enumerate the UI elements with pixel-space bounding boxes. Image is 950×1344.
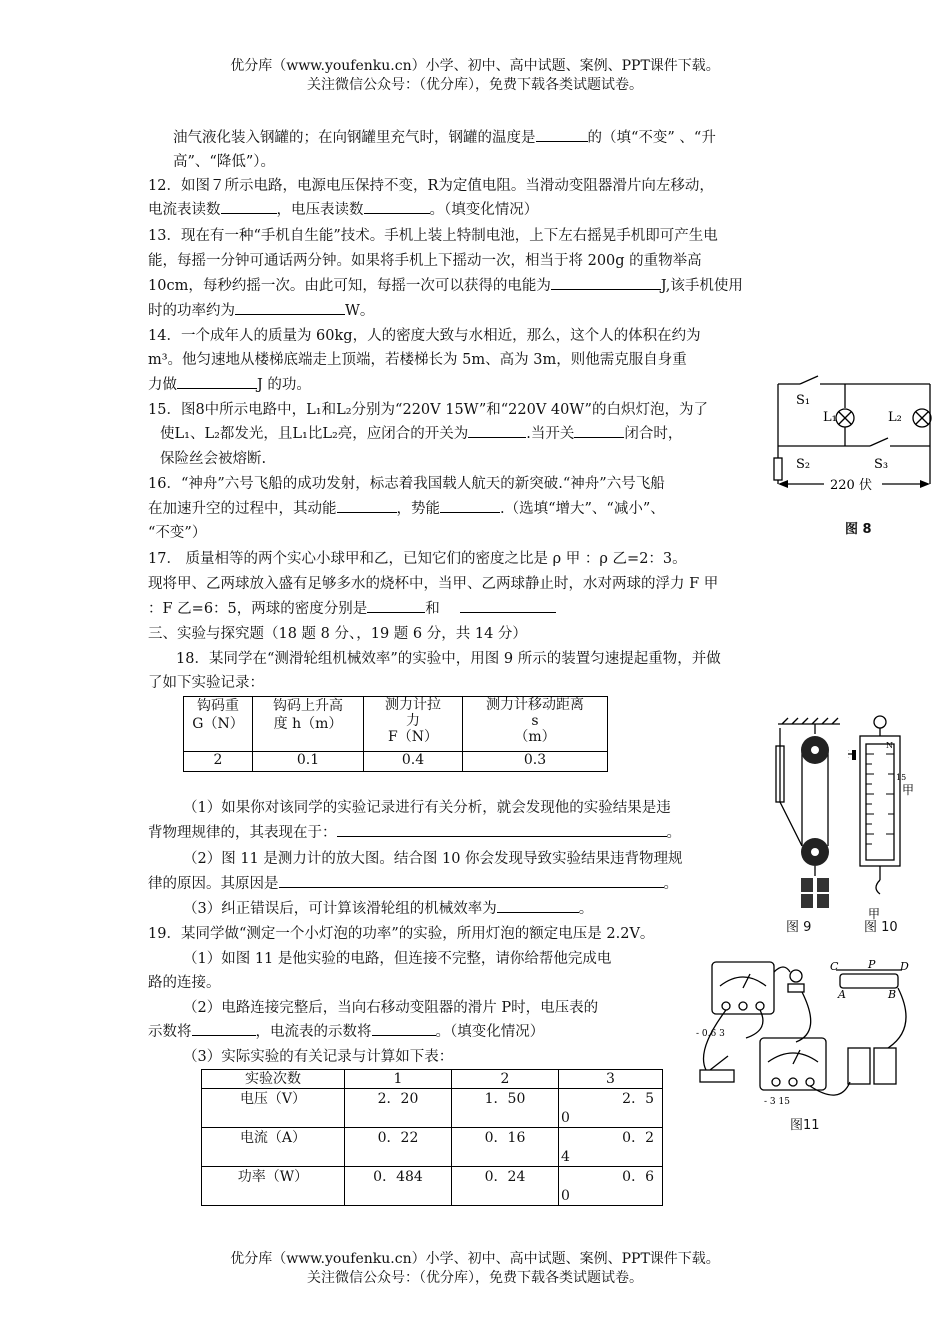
q18-part3: （3）纠正错误后，可计算该滑轮组的机械效率为 。 xyxy=(183,898,593,920)
fig10-15-label: 15 xyxy=(896,773,907,782)
q19-th-trial: 实验次数 xyxy=(202,1070,345,1089)
figure-8-circuit xyxy=(770,372,938,502)
q18-part1-line1: （1）如果你对该同学的实验记录进行有关分析，就会发现他的实验结果是违 xyxy=(183,800,671,816)
fig8-s3: S₃ xyxy=(874,457,889,472)
page-footer-line2: 关注微信公众号：（优分库），免费下载各类试题试卷。 xyxy=(307,1270,643,1286)
q11-line1: 油气液化装入钢罐的；在向钢罐里充气时，钢罐的温度是 的（填“不变” 、“升 xyxy=(173,127,716,149)
q19-cell: 0．484 xyxy=(345,1167,452,1206)
q19-part2-line1: （2）电路连接完整后，当向右移动变阻器的滑片 P时，电压表的 xyxy=(183,1000,599,1016)
fig10-jia-label: 甲 xyxy=(902,783,915,797)
q19-cell: 2．20 xyxy=(345,1089,452,1128)
page-footer-line1: 优分库（www.youfenku.cn）小学、初中、高中试题、案例、PPT课件下载。 xyxy=(230,1251,720,1267)
q13-line1: 13．现在有一种“手机自生能”技术。手机上装上特制电池，上下左右摇晃手机即可产生电 xyxy=(148,228,718,244)
fig11-c: C xyxy=(830,960,839,973)
q19-th-3: 3 xyxy=(559,1070,663,1089)
fig11-b: B xyxy=(888,988,897,1001)
q19-cell: 2．5 0 xyxy=(559,1089,663,1128)
q16-line1: 16．“神舟”六号飞船的成功发射，标志着我国载人航天的新突破.“神舟”六号飞船 xyxy=(148,476,665,492)
q19-cell: 0．6 0 xyxy=(559,1167,663,1206)
fig8-s1: S₁ xyxy=(796,393,811,408)
q18-part2-line1: （2）图 11 是测力计的放大图。结合图 10 你会发现导致实验结果违背物理规 xyxy=(183,851,683,867)
fig11-caption: 图11 xyxy=(790,1118,820,1133)
q18-td-distance: 0.3 xyxy=(463,752,608,772)
q14-line2: m³。他匀速地从楼梯底端走上顶端，若楼梯长为 5m、高为 3m，则他需克服自身重 xyxy=(148,352,687,368)
q19-row-power xyxy=(202,1167,663,1206)
q19-part2-line2: 示数将 ，电流表的示数将 。（填变化情况） xyxy=(148,1021,544,1043)
q18-th-distance: 测力计移动距离 s （m） xyxy=(463,697,608,752)
q19-cell: 0．24 xyxy=(452,1167,559,1206)
q19-cell: 1．50 xyxy=(452,1089,559,1128)
fig8-l2: L₂ xyxy=(888,410,902,425)
fig10-jia2-label: 甲 xyxy=(868,907,881,921)
fig11-a: A xyxy=(838,988,846,1001)
q13-line4: 时的功率约为 W。 xyxy=(148,300,374,322)
q18-table xyxy=(183,696,608,772)
q13-line3: 10cm，每秒约摇一次。由此可知，每摇一次可以获得的电能为 J,该手机使用 xyxy=(148,275,743,297)
section3-heading: 三、实验与探究题（18 题 8 分、，19 题 6 分，共 14 分） xyxy=(148,626,527,642)
fig8-l1: L₁ xyxy=(823,410,837,425)
q19-cell: 0．22 xyxy=(345,1128,452,1167)
q11-line2: 高”、“降低”）。 xyxy=(173,154,275,170)
q17-line3: ：F 乙=6：5，两球的密度分别是 和 xyxy=(148,598,556,620)
fig8-voltage: 220 伏 xyxy=(830,478,872,493)
q19-cell: 0．2 4 xyxy=(559,1128,663,1167)
figure-9-pulley xyxy=(770,716,848,912)
page-header-line1: 优分库（www.youfenku.cn）小学、初中、高中试题、案例、PPT课件下载。 xyxy=(230,58,720,74)
fig11-p: P xyxy=(868,958,876,971)
q19-cell: 0．16 xyxy=(452,1128,559,1167)
q18-th-force: 测力计拉 力 F（N） xyxy=(364,697,463,752)
q16-line2: 在加速升空的过程中，其动能 ，势能 .（选填“增大”、“减小”、 xyxy=(148,498,665,520)
q15-line3: 保险丝会被熔断. xyxy=(160,451,267,467)
q15-line2: 使L₁、L₂都发光，且L₁比L₂亮，应闭合的开关为 .当开关 闭合时， xyxy=(160,423,682,445)
q18-td-weight: 2 xyxy=(184,752,253,772)
q18-th-height: 钩码上升高 度 h（m） xyxy=(253,697,364,752)
q17-line1: 17． 质量相等的两个实心小球甲和乙，已知它们的密度之比是 ρ 甲 ：ρ 乙=2：3。 xyxy=(148,551,687,567)
q19-part3: （3）实际实验的有关记录与计算如下表： xyxy=(183,1049,454,1065)
q13-line2: 能，每摇一分钟可通话两分钟。如果将手机上下摇动一次，相当于将 200g 的重物举高 xyxy=(148,253,702,269)
q14-line3: 力做 J 的功。 xyxy=(148,374,311,396)
fig8-caption: 图 8 xyxy=(845,522,872,537)
q19-row-label: 功率（W） xyxy=(202,1167,345,1206)
q19-part1-line2: 路的连接。 xyxy=(148,975,221,991)
fig11-scale: - 0.6 3 xyxy=(696,1029,725,1039)
q19-th-1: 1 xyxy=(345,1070,452,1089)
q18-line2: 了如下实验记录： xyxy=(148,675,264,691)
q19-table xyxy=(201,1069,663,1206)
fig8-s2: S₂ xyxy=(796,457,811,472)
q18-td-force: 0.4 xyxy=(364,752,463,772)
q19-th-2: 2 xyxy=(452,1070,559,1089)
q18-td-height: 0.1 xyxy=(253,752,364,772)
fig9-caption: 图 9 xyxy=(786,920,812,935)
figure-11-circuit xyxy=(690,952,920,1112)
q18-part2-line2: 律的原因。其原因是 。 xyxy=(148,873,678,895)
q18-part1-line2: 背物理规律的，其表现在于： 。 xyxy=(148,822,681,844)
q14-line1: 14．一个成年人的质量为 60kg，人的密度大致与水相近，那么，这个人的体积在约为 xyxy=(148,328,701,344)
q19-row-voltage xyxy=(202,1089,663,1128)
fig10-n-label: N xyxy=(886,741,893,750)
q19-row-label: 电流（A） xyxy=(202,1128,345,1167)
q19-part1-line1: （1）如图 11 是他实验的电路，但连接不完整，请你给帮他完成电 xyxy=(183,951,612,967)
q16-line3: “不变”） xyxy=(148,525,207,541)
fig11-scale2: - 3 15 xyxy=(764,1097,790,1107)
q18-th-weight: 钩码重 G（N） xyxy=(184,697,253,752)
q19-line1: 19．某同学做“测定一个小灯泡的功率”的实验，所用灯泡的额定电压是 2.2V。 xyxy=(148,926,655,942)
fig11-d: D xyxy=(900,960,909,973)
q15-line1: 15．图8中所示电路中，L₁和L₂分别为“220V 15W”和“220V 40W”的白炽灯泡，为了 xyxy=(148,402,708,418)
q18-line1: 18．某同学在“测滑轮组机械效率”的实验中，用图 9 所示的装置匀速提起重物，并做 xyxy=(176,651,721,667)
page-header-line2: 关注微信公众号：（优分库），免费下载各类试题试卷。 xyxy=(307,77,643,93)
q12-line1: 12．如图７所示电路，电源电压保持不变，R为定值电阻。当滑动变阻器滑片向左移动， xyxy=(148,178,714,194)
q17-line2: 现将甲、乙两球放入盛有足够多水的烧杯中，当甲、乙两球静止时，水对两球的浮力 F 甲 xyxy=(148,576,719,592)
q19-row-label: 电压（V） xyxy=(202,1089,345,1128)
q19-row-current xyxy=(202,1128,663,1167)
q12-line2: 电流表读数 ，电压表读数 。（填变化情况） xyxy=(148,199,538,221)
figure-10-spring-scale xyxy=(848,714,932,922)
fig10-caption: 图 10 xyxy=(864,920,898,935)
